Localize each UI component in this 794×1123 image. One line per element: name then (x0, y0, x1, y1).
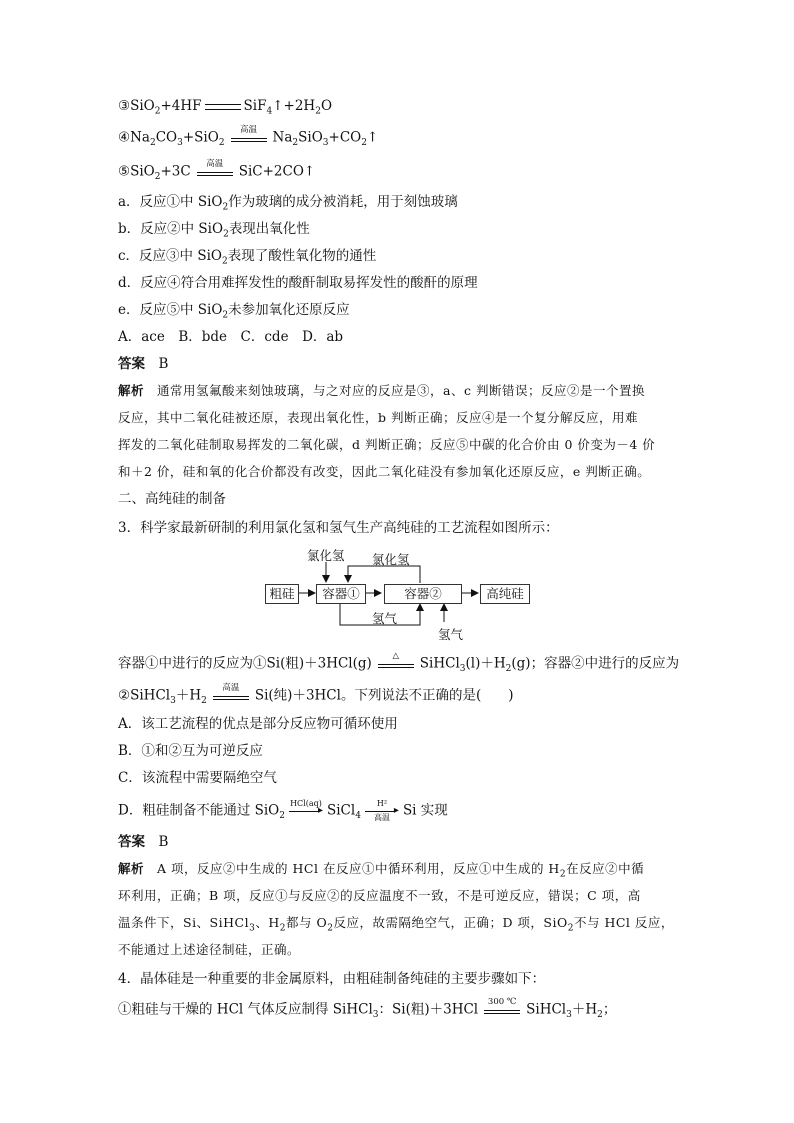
q4-step-1: ①粗硅与干燥的 HCl 气体反应制得 SiHCl$_3$：Si(粗)＋3HCl 300 ℃ $SiHCl_3+H_2$； (118, 997, 617, 1021)
condition-heat: △ (378, 652, 414, 676)
analysis-q2-line3: 挥发的二氧化硅制取易挥发的二氧化碳，d 判断正确；反应⑤中碳的化合价由 0 价变为－4 价 (118, 437, 656, 452)
condition-high-temp: 高温 (197, 160, 233, 184)
option-b: b．反应②中 SiO$_2$表现出氧化性 (118, 221, 310, 240)
q3-option-d: D．粗硅制备不能通过 SiO$_2$ HCl(aq) ▸ SiCl$_4$ H² ▸ 高温 Si 实现 (118, 799, 448, 822)
q3-reaction-1: 容器①中进行的反应为①Si(粗)＋3HCl(g) △ $SiHCl_3(l)+H_2(g)$；容器②中进行的反应为 (118, 651, 680, 675)
analysis-q2-line4: 和＋2 价，硅和氧的化合价都没有改变，因此二氧化硅没有参加氧化还原反应，e 判断正确。 (118, 464, 651, 479)
condition-high-temp: 高温 (231, 126, 267, 150)
box-container-2: 容器② (384, 584, 462, 604)
box-container-1: 容器① (316, 584, 366, 604)
q4-stem: 4．晶体硅是一种重要的非金属原料，由粗硅制备纯硅的主要步骤如下： (118, 971, 546, 987)
q3-option-b: B．①和②互为可逆反应 (118, 743, 263, 759)
box-pure-silicon: 高纯硅 (480, 584, 530, 604)
label-hcl-in: 氯化氢 (307, 548, 345, 563)
reaction-3: ③SiO$_2$+4HF $SiF_4↑+2H_2O$ (118, 98, 333, 117)
analysis-q3-line4: 不能通过上述途径制硅，正确。 (118, 942, 301, 957)
reaction-5: ⑤SiO$_2$+3C 高温 SiC+2CO↑ (118, 159, 316, 183)
q3-option-a: A．该工艺流程的优点是部分反应物可循环使用 (118, 716, 398, 732)
answer-q2: 答案 B (118, 356, 169, 372)
q3-option-c: C．该流程中需要隔绝空气 (118, 770, 277, 786)
label-hcl-loop: 氯化氢 (372, 552, 410, 567)
q3-stem: 3．科学家最新研制的利用氯化氢和氢气生产高纯硅的工艺流程如图所示： (118, 520, 559, 536)
section-title: 二、高纯硅的制备 (118, 491, 226, 507)
box-crude-silicon: 粗硅 (265, 584, 299, 604)
q3-reaction-2: $②SiHCl_3+H_2$ 高温 Si(纯)＋3HCl。下列说法不正确的是( ) (118, 683, 514, 707)
analysis-q2-line2: 反应，其中二氧化硅被还原，表现出氧化性，b 判断正确；反应④是一个复分解反应，用难 (118, 410, 638, 425)
analysis-q3-line1: 解析 A 项，反应②中生成的 HCl 在反应①中循环利用，反应①中生成的 $H_2$在反应②中循 (118, 861, 645, 880)
label-h2-in: 氢气 (438, 627, 464, 642)
answer-q3: 答案 B (118, 834, 169, 850)
option-c: c．反应③中 SiO$_2$表现了酸性氧化物的通性 (118, 248, 377, 267)
option-a: a．反应①中 SiO$_2$作为玻璃的成分被消耗，用于刻蚀玻璃 (118, 194, 458, 213)
equals-sign (205, 104, 241, 110)
condition-300c: 300 ℃ (484, 998, 520, 1022)
reaction-4: $④Na_2CO_3+SiO_2$ 高温 $Na_2SiO_3+CO_2↑$ (118, 125, 379, 149)
analysis-q2-line1: 解析 通常用氢氟酸来刻蚀玻璃，与之对应的反应是③，a、c 判断错误；反应②是一个置换 (118, 383, 645, 398)
arrow-h2-high-temp: H² ▸ 高温 (365, 799, 399, 823)
analysis-q3-line2: 环利用，正确；B 项，反应①与反应②的反应温度不一致，不是可逆反应，错误；C 项，高 (118, 888, 641, 903)
option-e: e．反应⑤中 SiO$_2$未参加氧化还原反应 (118, 302, 350, 321)
label-h2-loop: 氢气 (372, 611, 398, 626)
analysis-q3-line3: 温条件下，Si、SiHCl$_3$、$H_2$都与 $O_2$反应，故需隔绝空气，正确；D 项，SiO$_2$不与 HCl 反应， (118, 915, 674, 934)
condition-high-temp: 高温 (213, 684, 249, 708)
option-d: d．反应④符合用难挥发性的酸酐制取易挥发性的酸酐的原理 (118, 275, 478, 291)
choices-q2: A．ace B．bde C．cde D．ab (118, 329, 344, 345)
arrow-hcl-aq: HCl(aq) ▸ (290, 799, 323, 816)
